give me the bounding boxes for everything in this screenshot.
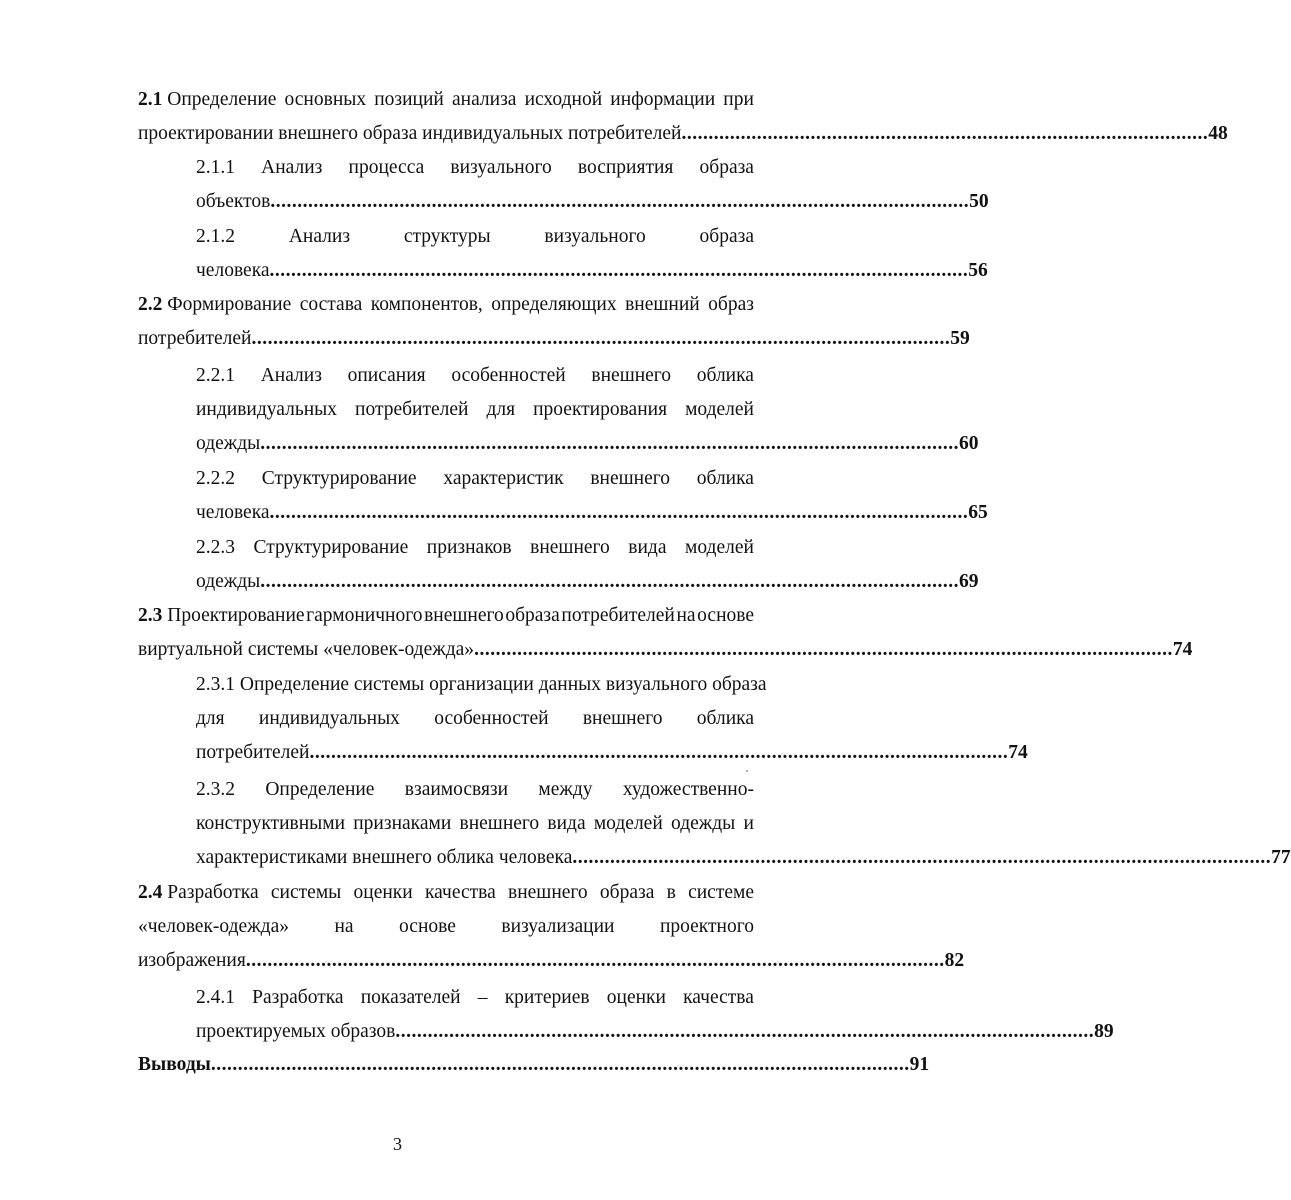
toc-2-2-3-line-2[interactable]	[196, 568, 979, 596]
toc-page-number: 60	[959, 433, 979, 454]
toc-word: определяющих	[491, 294, 617, 315]
toc-word: восприятия	[577, 157, 674, 178]
toc-2-3-line-2[interactable]	[138, 636, 1193, 664]
toc-word: индивидуальных	[196, 399, 338, 420]
toc-2-1-1-line-2[interactable]	[196, 188, 989, 216]
toc-entry-title: одежды	[196, 571, 261, 592]
toc-word: компонентов,	[370, 294, 483, 315]
toc-word: анализа	[452, 89, 517, 110]
toc-word: образа	[699, 157, 754, 178]
toc-page-number: 59	[950, 328, 970, 349]
toc-word: качества	[683, 987, 754, 1008]
subsection-number: 2.2.3	[196, 537, 235, 558]
toc-word: внешнего	[590, 468, 670, 489]
toc-2-1-heading	[138, 86, 276, 114]
toc-word: критериев	[504, 987, 590, 1008]
toc-2-3-2-line-1	[196, 776, 754, 804]
toc-word: внешнего	[424, 605, 504, 626]
toc-2-2-heading	[138, 291, 291, 319]
toc-entry-title: человека	[196, 260, 270, 281]
toc-word: художественно-	[622, 779, 754, 800]
section-number: 2.3	[138, 605, 163, 626]
toc-leader-dots: ..................................................................................................................................	[572, 847, 1272, 868]
toc-conclusions[interactable]	[138, 1051, 930, 1079]
toc-word: основных	[284, 89, 367, 110]
toc-leader-dots: ..................................................................................................................................	[251, 328, 951, 349]
toc-word: Анализ	[288, 226, 351, 247]
toc-page-number: 50	[969, 191, 989, 212]
toc-2-1-line-2[interactable]	[138, 120, 1228, 148]
toc-word: моделей	[593, 813, 663, 834]
toc-entry-title: характеристиками внешнего облика человека	[196, 847, 573, 868]
toc-2-2-1-line-1	[196, 362, 754, 390]
toc-word: Разработка	[167, 882, 259, 903]
toc-2-3-2-line-2	[196, 810, 754, 838]
toc-word: между	[538, 779, 593, 800]
toc-word: внешнего	[508, 882, 588, 903]
toc-entry-title: потребителей	[196, 742, 310, 763]
toc-entry-title: изображения	[138, 950, 246, 971]
toc-2-2-3-line-1	[196, 534, 754, 562]
page-number: 3	[393, 1134, 402, 1154]
toc-2-2-1-line-2	[196, 396, 754, 424]
toc-page-number: 74	[1008, 742, 1028, 763]
toc-word: при	[723, 89, 754, 110]
toc-leader-dots: ..................................................................................................................................	[474, 639, 1173, 660]
toc-2-3-heading	[138, 602, 305, 630]
toc-2-4-1-line-2[interactable]	[196, 1018, 1114, 1046]
toc-word: одежды	[671, 813, 736, 834]
toc-2-4-line-2	[138, 913, 754, 941]
toc-word: Определение	[167, 89, 277, 110]
toc-word: системы	[270, 882, 342, 903]
toc-word: признаков	[426, 537, 512, 558]
toc-page-number: 82	[944, 950, 965, 971]
toc-word: основе	[399, 916, 456, 937]
toc-word: исходной	[524, 89, 603, 110]
toc-entry-title: человека	[196, 502, 270, 523]
toc-word: в	[666, 882, 676, 903]
toc-leader-dots: ..................................................................................................	[681, 123, 1209, 144]
toc-word: Структурирование	[253, 537, 409, 558]
toc-page-number: 74	[1172, 639, 1193, 660]
toc-word: Анализ	[260, 365, 322, 386]
toc-2-2-line-2[interactable]	[138, 325, 970, 353]
toc-word: визуального	[450, 157, 552, 178]
toc-leader-dots: ..................................................................................................................................	[269, 260, 969, 281]
toc-word: показателей	[360, 987, 461, 1008]
toc-word: для	[486, 399, 516, 420]
toc-word: вида	[628, 537, 667, 558]
toc-word: на	[334, 916, 354, 937]
toc-word: для	[196, 708, 225, 729]
toc-word: облика	[696, 365, 754, 386]
toc-word: внешнего	[459, 813, 540, 834]
toc-2-3-line-1	[138, 602, 754, 630]
toc-2-3-1-line-1	[196, 671, 767, 699]
toc-word: оценки	[606, 987, 666, 1008]
toc-leader-dots: ..................................................................................................................................	[245, 950, 945, 971]
toc-word: вида	[547, 813, 586, 834]
toc-2-2-1-line-3[interactable]	[196, 430, 979, 458]
toc-word: оценки	[353, 882, 413, 903]
toc-leader-dots: ..................................................................................................................................	[269, 502, 969, 523]
toc-word: моделей	[685, 399, 754, 420]
subsection-number: 2.3.2	[196, 779, 235, 800]
toc-word: индивидуальных	[258, 708, 400, 729]
subsection-number: 2.4.1	[196, 987, 235, 1008]
toc-word: образа	[599, 882, 655, 903]
toc-word: позиций	[374, 89, 444, 110]
toc-word: системе	[688, 882, 754, 903]
toc-word: особенностей	[434, 708, 549, 729]
toc-word: признаками	[353, 813, 452, 834]
toc-word: потребителей	[561, 605, 675, 626]
toc-2-1-1-line-1	[196, 154, 754, 182]
toc-page-number: 65	[968, 502, 988, 523]
subsection-number: 2.1.1	[196, 157, 235, 178]
toc-word: Формирование	[167, 294, 292, 315]
toc-page-number: 56	[968, 260, 988, 281]
toc-leader-dots: ..................................................................................................................................	[270, 191, 970, 212]
toc-entry-title: виртуальной системы «человек-одежда»	[138, 639, 475, 660]
toc-word: Проектирование	[167, 605, 305, 626]
toc-word: проектного	[659, 916, 754, 937]
toc-leader-dots: ..................................................................................................................................	[210, 1054, 910, 1075]
toc-entry-title: потребителей	[138, 328, 252, 349]
toc-leader-dots: ..................................................................................................................................	[260, 433, 960, 454]
toc-word: образ	[708, 294, 754, 315]
toc-2-4-line-3[interactable]	[138, 947, 965, 975]
toc-word: взаимосвязи	[404, 779, 509, 800]
toc-word: качества	[424, 882, 496, 903]
toc-word: потребителей	[355, 399, 469, 420]
toc-word: характеристик	[443, 468, 564, 489]
toc-leader-dots: ..................................................................................................................................	[395, 1021, 1095, 1042]
toc-word: конструктивными	[196, 813, 346, 834]
toc-2-1-2-line-2[interactable]	[196, 257, 988, 285]
toc-2-2-line-1	[138, 291, 754, 319]
toc-word: Разработка	[252, 987, 344, 1008]
toc-word: образа	[699, 226, 754, 247]
toc-word: визуализации	[501, 916, 615, 937]
toc-word: внешнего	[582, 708, 663, 729]
toc-word: информации	[610, 89, 716, 110]
toc-entry-title: проектировании внешнего образа индивидуальных потребителей	[138, 123, 682, 144]
toc-2-4-heading	[138, 879, 259, 907]
toc-2-3-1-line-3[interactable]	[196, 739, 1028, 767]
toc-word: внешнего	[591, 365, 672, 386]
toc-2-1-2-line-1	[196, 223, 754, 251]
toc-leader-dots: ..................................................................................................................................	[260, 571, 960, 592]
toc-2-2-2-line-2[interactable]	[196, 499, 988, 527]
toc-leader-dots: ..................................................................................................................................	[309, 742, 1009, 763]
scan-speck	[746, 770, 748, 772]
toc-word: Структурирование	[261, 468, 417, 489]
toc-word: «человек-одежда»	[138, 916, 289, 937]
toc-entry-title: Выводы	[138, 1054, 211, 1075]
subsection-number: 2.1.2	[196, 226, 235, 247]
toc-word: образа	[505, 605, 560, 626]
toc-page-number: 89	[1094, 1021, 1114, 1042]
toc-word: процесса	[348, 157, 425, 178]
section-number: 2.1	[138, 89, 163, 110]
toc-2-2-2-line-1	[196, 465, 754, 493]
toc-word: описания	[347, 365, 426, 386]
subsection-number: 2.2.2	[196, 468, 235, 489]
toc-2-3-1-line-2	[196, 705, 754, 733]
toc-word: особенностей	[451, 365, 566, 386]
toc-word: облика	[696, 468, 754, 489]
toc-word: внешний	[625, 294, 700, 315]
toc-word: визуального	[544, 226, 646, 247]
toc-2-4-1-line-1	[196, 984, 754, 1012]
toc-word: гармоничного	[306, 605, 423, 626]
toc-word: структуры	[403, 226, 491, 247]
toc-word: облика	[696, 708, 754, 729]
toc-word: Определение	[265, 779, 375, 800]
toc-word: состава	[299, 294, 363, 315]
toc-word: и	[743, 813, 754, 834]
toc-2-1-line-1	[138, 86, 754, 114]
toc-2-3-2-line-3[interactable]	[196, 844, 1291, 872]
toc-word: на	[676, 605, 696, 626]
toc-entry-title: проектируемых образов	[196, 1021, 396, 1042]
toc-entry-title: 2.3.1 Определение системы организации данных визуального образа	[196, 674, 767, 695]
toc-entry-title: одежды	[196, 433, 261, 454]
toc-word: проектирования	[533, 399, 668, 420]
toc-word: внешнего	[530, 537, 610, 558]
toc-page-number: 48	[1208, 123, 1228, 144]
toc-word: моделей	[685, 537, 754, 558]
toc-entry-title: объектов	[196, 191, 271, 212]
section-number: 2.2	[138, 294, 163, 315]
toc-page-number: 91	[909, 1054, 930, 1075]
toc-page-number: 69	[959, 571, 979, 592]
section-number: 2.4	[138, 882, 163, 903]
toc-2-4-line-1	[138, 879, 754, 907]
subsection-number: 2.2.1	[196, 365, 235, 386]
toc-word: Анализ	[261, 157, 323, 178]
toc-page-number: 77	[1271, 847, 1291, 868]
toc-word: –	[477, 987, 488, 1008]
toc-word: основе	[697, 605, 754, 626]
